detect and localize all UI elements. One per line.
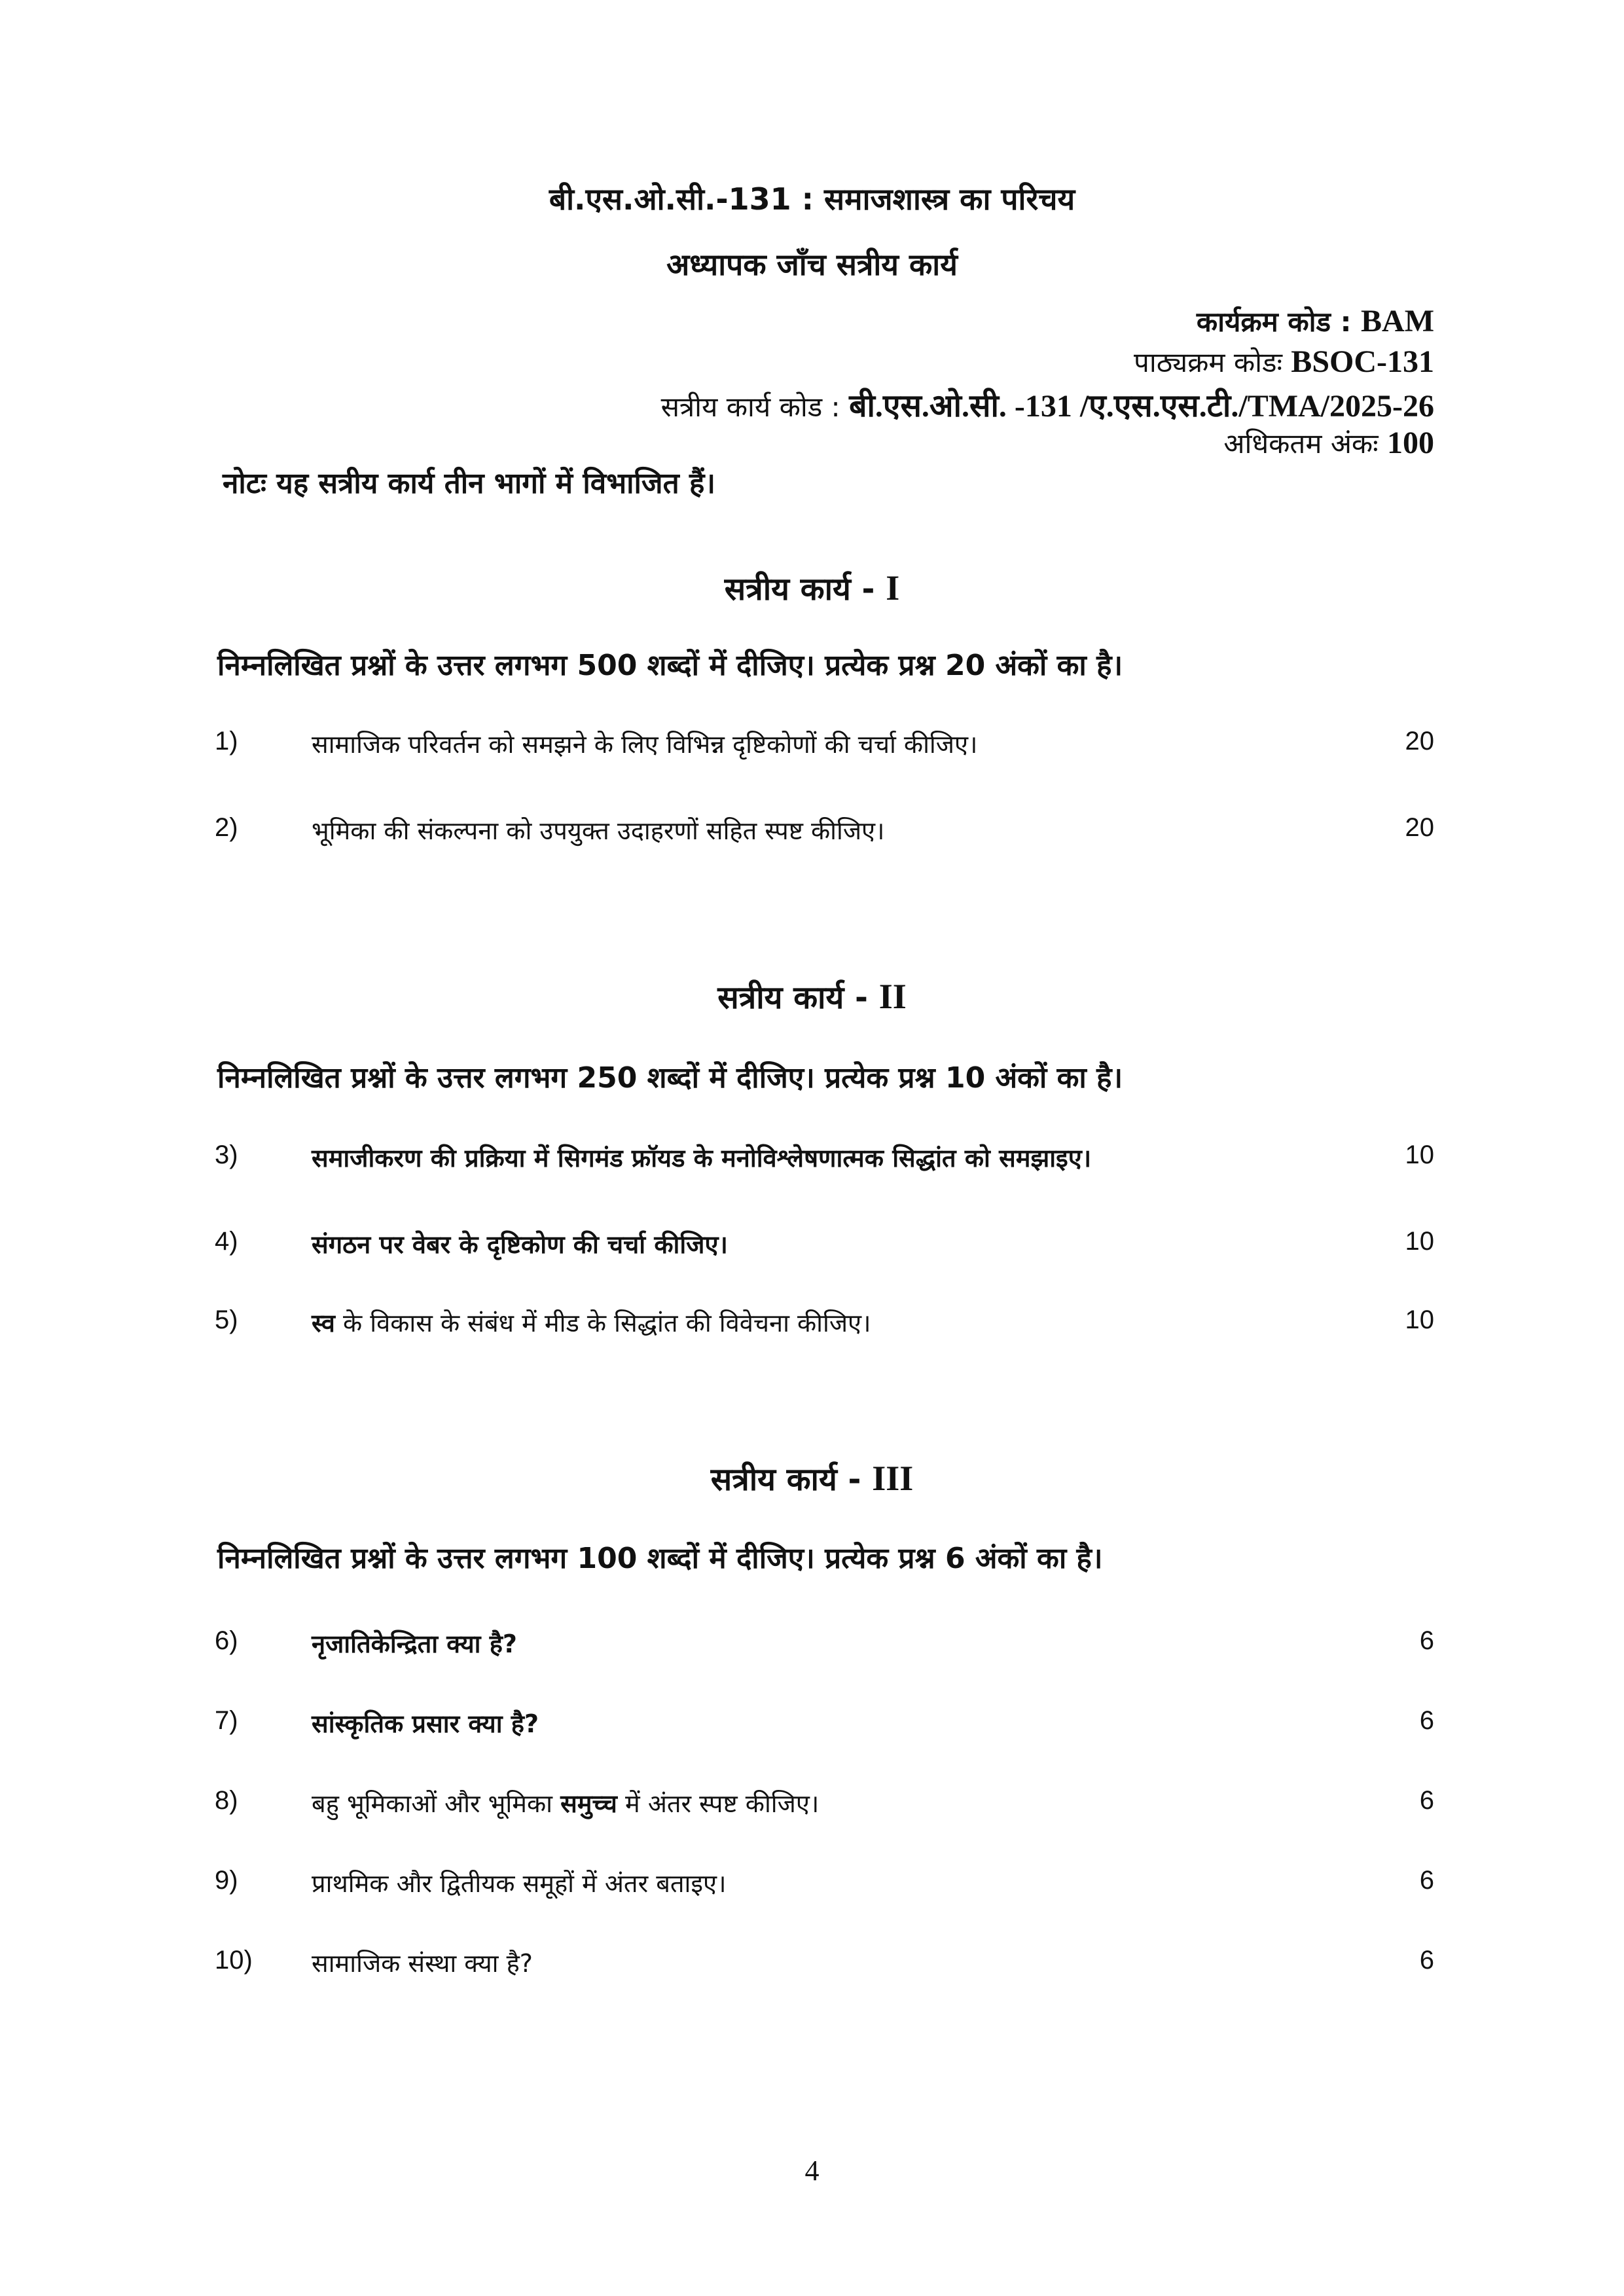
question-marks: 6 bbox=[1419, 1626, 1434, 1655]
section-heading-1 bbox=[0, 567, 1624, 610]
question-marks: 6 bbox=[1419, 1706, 1434, 1735]
question-marks: 10 bbox=[1405, 1140, 1434, 1169]
section-heading-3 bbox=[0, 1457, 1624, 1500]
question-marks: 10 bbox=[1405, 1305, 1434, 1334]
note-text: नोटः यह सत्रीय कार्य तीन भागों में विभाजित हैं। bbox=[223, 467, 716, 500]
page-number: 4 bbox=[804, 2155, 820, 2187]
section-heading-label: सत्रीय कार्य - bbox=[710, 1461, 873, 1498]
section-heading-2 bbox=[0, 975, 1624, 1018]
section-1-instruction: निम्नलिखित प्रश्नों के उत्तर लगभग 500 शब्दों में दीजिए। प्रत्येक प्रश्न 20 अंकों का है। bbox=[217, 649, 1123, 682]
section-2-instruction: निम्नलिखित प्रश्नों के उत्तर लगभग 250 शब्दों में दीजिए। प्रत्येक प्रश्न 10 अंकों का है। bbox=[217, 1061, 1123, 1095]
question-text: सांस्कृतिक प्रसार क्या है? bbox=[312, 1709, 539, 1738]
question-number: 8) bbox=[215, 1786, 238, 1815]
question-text: सामाजिक परिवर्तन को समझने के लिए विभिन्न दृष्टिकोणों की चर्चा कीजिए। bbox=[312, 730, 978, 759]
question-text-bold: समुच्च bbox=[560, 1789, 617, 1818]
program-code-value: BAM bbox=[1361, 304, 1434, 338]
document-title: बी.एस.ओ.सी.-131 : समाजशास्त्र का परिचय bbox=[549, 181, 1075, 217]
course-code bbox=[1134, 343, 1434, 380]
section-roman-numeral: II bbox=[878, 977, 907, 1016]
question-number: 7) bbox=[215, 1706, 238, 1735]
max-marks-value: 100 bbox=[1387, 426, 1434, 460]
question-number: 4) bbox=[215, 1227, 238, 1256]
section-heading-label: सत्रीय कार्य - bbox=[724, 571, 886, 608]
question-marks: 10 bbox=[1405, 1227, 1434, 1256]
assignment-code bbox=[661, 384, 1434, 426]
program-code-label: कार्यक्रम कोड : bbox=[1196, 306, 1362, 338]
question-text-part-a: बहु भूमिकाओं और भूमिका bbox=[312, 1789, 561, 1818]
section-3-instruction: निम्नलिखित प्रश्नों के उत्तर लगभग 100 शब्दों में दीजिए। प्रत्येक प्रश्न 6 अंकों का है। bbox=[217, 1542, 1103, 1575]
question-number: 2) bbox=[215, 813, 238, 842]
assignment-code-value: बी.एस.ओ.सी. -131 /ए.एस.एस.टी./TMA/2025-26 bbox=[849, 389, 1434, 424]
question-number: 1) bbox=[215, 727, 238, 756]
question-number: 10) bbox=[215, 1946, 253, 1975]
question-marks: 20 bbox=[1405, 727, 1434, 756]
document-subtitle: अध्यापक जाँच सत्रीय कार्य bbox=[666, 247, 958, 282]
course-code-value: BSOC-131 bbox=[1291, 344, 1434, 379]
question-text: समाजीकरण की प्रक्रिया में सिगमंड फ्रॉयड के मनोविश्लेषणात्मक सिद्धांत को समझाइए। bbox=[312, 1144, 1092, 1173]
question-text-bold: स्व bbox=[312, 1309, 335, 1338]
course-code-label: पाठ्यक्रम कोडः bbox=[1133, 346, 1291, 378]
section-roman-numeral: I bbox=[886, 568, 900, 608]
question-text-part-b: में अंतर स्पष्ट कीजिए। bbox=[617, 1789, 820, 1818]
question-number: 6) bbox=[215, 1626, 238, 1655]
question-marks: 6 bbox=[1419, 1946, 1434, 1975]
question-number: 3) bbox=[215, 1140, 238, 1169]
question-text-rest: के विकास के संबंध में मीड के सिद्धांत की विवेचना कीजिए। bbox=[334, 1309, 871, 1338]
question-text: नृजातिकेन्द्रिता क्या है? bbox=[312, 1630, 517, 1658]
question-number: 9) bbox=[215, 1866, 238, 1895]
question-marks: 20 bbox=[1405, 813, 1434, 842]
question-text bbox=[312, 1786, 819, 1820]
question-marks: 6 bbox=[1419, 1866, 1434, 1895]
question-text: प्राथमिक और द्वितीयक समूहों में अंतर बताइए। bbox=[312, 1869, 727, 1898]
section-roman-numeral: III bbox=[872, 1459, 914, 1498]
max-marks bbox=[1223, 424, 1434, 462]
question-number: 5) bbox=[215, 1305, 238, 1334]
question-text bbox=[312, 1305, 871, 1339]
program-code bbox=[1197, 302, 1434, 340]
question-text: भूमिका की संकल्पना को उपयुक्त उदाहरणों सहित स्पष्ट कीजिए। bbox=[312, 816, 885, 845]
question-marks: 6 bbox=[1419, 1786, 1434, 1815]
section-heading-label: सत्रीय कार्य - bbox=[717, 979, 879, 1016]
assignment-code-label: सत्रीय कार्य कोड : bbox=[660, 391, 850, 423]
question-text: संगठन पर वेबर के दृष्टिकोण की चर्चा कीजिए। bbox=[312, 1230, 728, 1259]
question-text: सामाजिक संस्था क्या है? bbox=[312, 1949, 533, 1978]
max-marks-label: अधिकतम अंकः bbox=[1223, 428, 1387, 460]
